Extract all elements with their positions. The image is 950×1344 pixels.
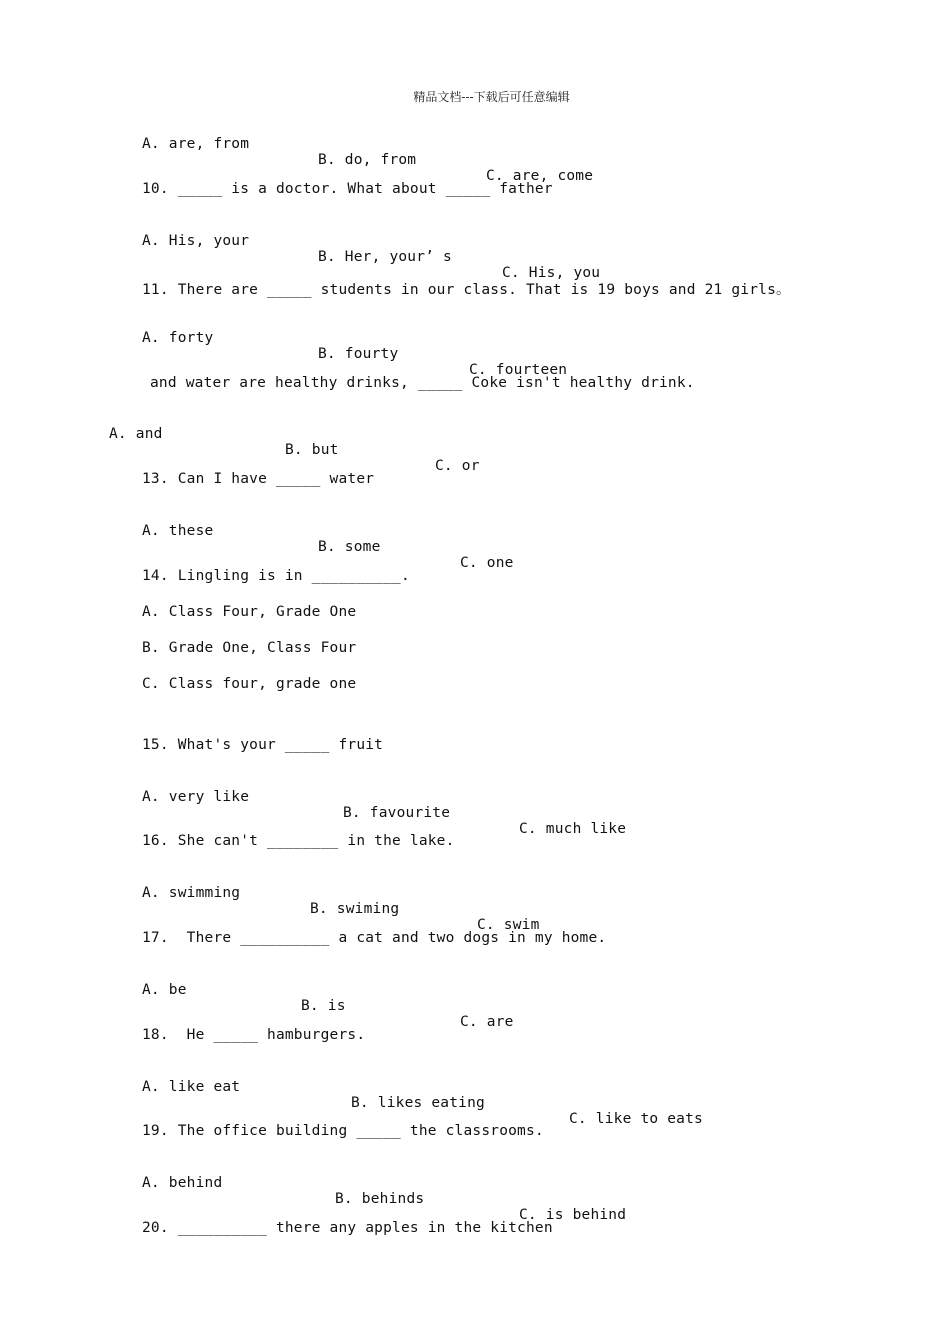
question-11-options — [0, 314, 950, 378]
option-b: B. behinds — [335, 1191, 425, 1207]
option-c: C. or — [435, 458, 480, 474]
question-13-options — [0, 507, 950, 571]
question-16-text: 16. She can't ________ in the lake. — [142, 833, 455, 849]
option-a: A. are, from — [142, 136, 250, 152]
question-10-text: 10. _____ is a doctor. What about _____ father — [142, 181, 553, 197]
question-12-options — [0, 410, 950, 474]
question-14-text: 14. Lingling is in __________. — [142, 568, 410, 584]
option-a: A. His, your — [142, 233, 250, 249]
option-b: B. some — [318, 539, 381, 555]
option-b: B. likes eating — [351, 1095, 485, 1111]
option-c: C. much like — [519, 821, 627, 837]
option-c: C. are — [460, 1014, 514, 1030]
option-a: A. be — [142, 982, 187, 998]
question-17-options — [0, 966, 950, 1030]
option-b: B. swiming — [310, 901, 400, 917]
option-b: B. Grade One, Class Four — [142, 640, 357, 656]
question-17-text: 17. There __________ a cat and two dogs in my home. — [142, 930, 607, 946]
option-c: C. swim — [477, 917, 540, 933]
question-13-text: 13. Can I have _____ water — [142, 471, 375, 487]
question-10-options — [0, 217, 950, 281]
option-b: B. fourty — [318, 346, 399, 362]
option-b: B. Her, your’ s — [318, 249, 452, 265]
option-b: B. favourite — [343, 805, 451, 821]
page-header: 精品文档---下载后可任意编辑 — [413, 90, 570, 104]
question-18-options — [0, 1063, 950, 1127]
question-18-text: 18. He _____ hamburgers. — [142, 1027, 366, 1043]
option-b: B. is — [301, 998, 346, 1014]
option-a: A. Class Four, Grade One — [142, 604, 357, 620]
option-b: B. but — [285, 442, 339, 458]
option-a: A. forty — [142, 330, 214, 346]
question-11-text: 11. There are _____ students in our class. That is 19 boys and 21 girls。 — [142, 282, 791, 298]
option-c: C. Class four, grade one — [142, 676, 357, 692]
question-15-options — [0, 773, 950, 837]
option-c: C. one — [460, 555, 514, 571]
option-a: A. these — [142, 523, 214, 539]
question-16-options — [0, 869, 950, 933]
option-a: A. behind — [142, 1175, 223, 1191]
question-12-text: and water are healthy drinks, _____ Coke isn't healthy drink. — [150, 375, 695, 391]
option-a: A. swimming — [142, 885, 241, 901]
question-9-options — [0, 120, 950, 184]
option-a: A. very like — [142, 789, 250, 805]
option-b: B. do, from — [318, 152, 417, 168]
option-c: C. is behind — [519, 1207, 627, 1223]
option-c: C. fourteen — [469, 362, 568, 378]
question-19-options — [0, 1159, 950, 1223]
option-c: C. like to eats — [569, 1111, 703, 1127]
option-c: C. His, you — [502, 265, 601, 281]
question-19-text: 19. The office building _____ the classrooms. — [142, 1123, 544, 1139]
question-15-text: 15. What's your _____ fruit — [142, 737, 384, 753]
option-a: A. and — [109, 426, 163, 442]
option-a: A. like eat — [142, 1079, 241, 1095]
option-c: C. are, come — [486, 168, 594, 184]
question-20-text: 20. __________ there any apples in the kitchen — [142, 1220, 553, 1236]
